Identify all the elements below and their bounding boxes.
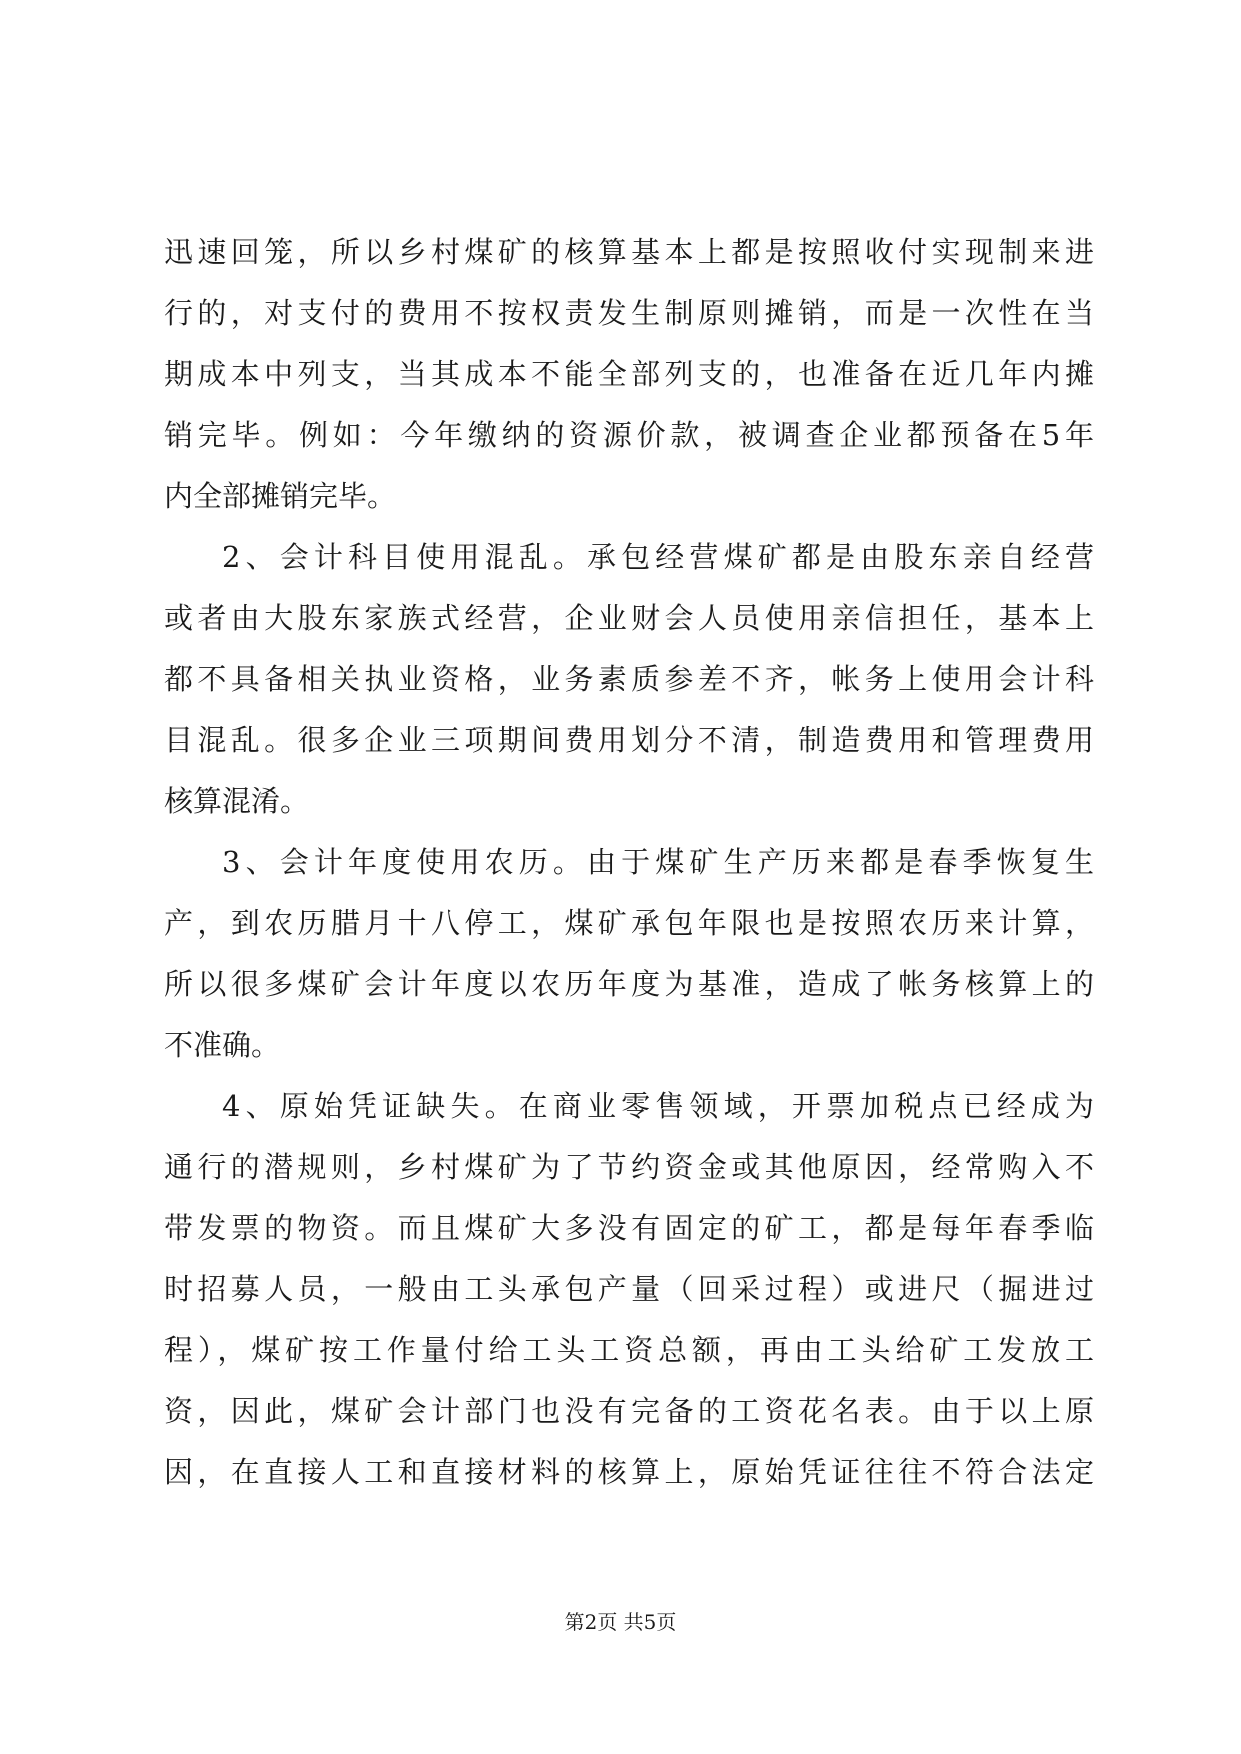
text-line: 产，到农历腊月十八停工，煤矿承包年限也是按照农历来计算， xyxy=(164,906,1094,940)
paragraph-continuation xyxy=(164,222,1094,527)
paragraph-2-accounting-subjects xyxy=(164,527,1094,832)
text-line: 期成本中列支，当其成本不能全部列支的，也准备在近几年内摊 xyxy=(164,357,1094,391)
text-line: 带发票的物资。而且煤矿大多没有固定的矿工，都是每年春季临 xyxy=(164,1211,1094,1245)
text-line: 销完毕。例如：今年缴纳的资源价款，被调查企业都预备在5年 xyxy=(164,418,1094,452)
text-line: 行的，对支付的费用不按权责发生制原则摊销，而是一次性在当 xyxy=(164,296,1094,330)
text-line: 时招募人员，一般由工头承包产量（回采过程）或进尺（掘进过 xyxy=(164,1272,1094,1306)
paragraph-3-lunar-calendar xyxy=(164,832,1094,1076)
text-line: 所以很多煤矿会计年度以农历年度为基准，造成了帐务核算上的 xyxy=(164,967,1094,1001)
text-line: 资，因此，煤矿会计部门也没有完备的工资花名表。由于以上原 xyxy=(164,1394,1094,1428)
text-line: 内全部摊销完毕。 xyxy=(164,479,397,513)
text-line: 3、会计年度使用农历。由于煤矿生产历来都是春季恢复生 xyxy=(222,845,1094,879)
text-line: 4、原始凭证缺失。在商业零售领域，开票加税点已经成为 xyxy=(222,1089,1094,1123)
paragraph-4-original-vouchers xyxy=(164,1076,1094,1503)
text-line: 因，在直接人工和直接材料的核算上，原始凭证往往不符合法定 xyxy=(164,1455,1094,1489)
text-line: 2、会计科目使用混乱。承包经营煤矿都是由股东亲自经营 xyxy=(222,540,1094,574)
text-line: 都不具备相关执业资格，业务素质参差不齐，帐务上使用会计科 xyxy=(164,662,1094,696)
text-line: 目混乱。很多企业三项期间费用划分不清，制造费用和管理费用 xyxy=(164,723,1094,757)
body-text xyxy=(164,222,1094,1503)
text-line: 核算混淆。 xyxy=(164,784,310,818)
text-line: 通行的潜规则，乡村煤矿为了节约资金或其他原因，经常购入不 xyxy=(164,1150,1094,1184)
text-line: 程），煤矿按工作量付给工头工资总额，再由工头给矿工发放工 xyxy=(164,1333,1094,1367)
text-line: 不准确。 xyxy=(164,1028,281,1062)
text-line: 或者由大股东家族式经营，企业财会人员使用亲信担任，基本上 xyxy=(164,601,1094,635)
text-line: 迅速回笼，所以乡村煤矿的核算基本上都是按照收付实现制来进 xyxy=(164,235,1094,269)
page-number-footer: 第2页 共5页 xyxy=(564,1610,677,1634)
